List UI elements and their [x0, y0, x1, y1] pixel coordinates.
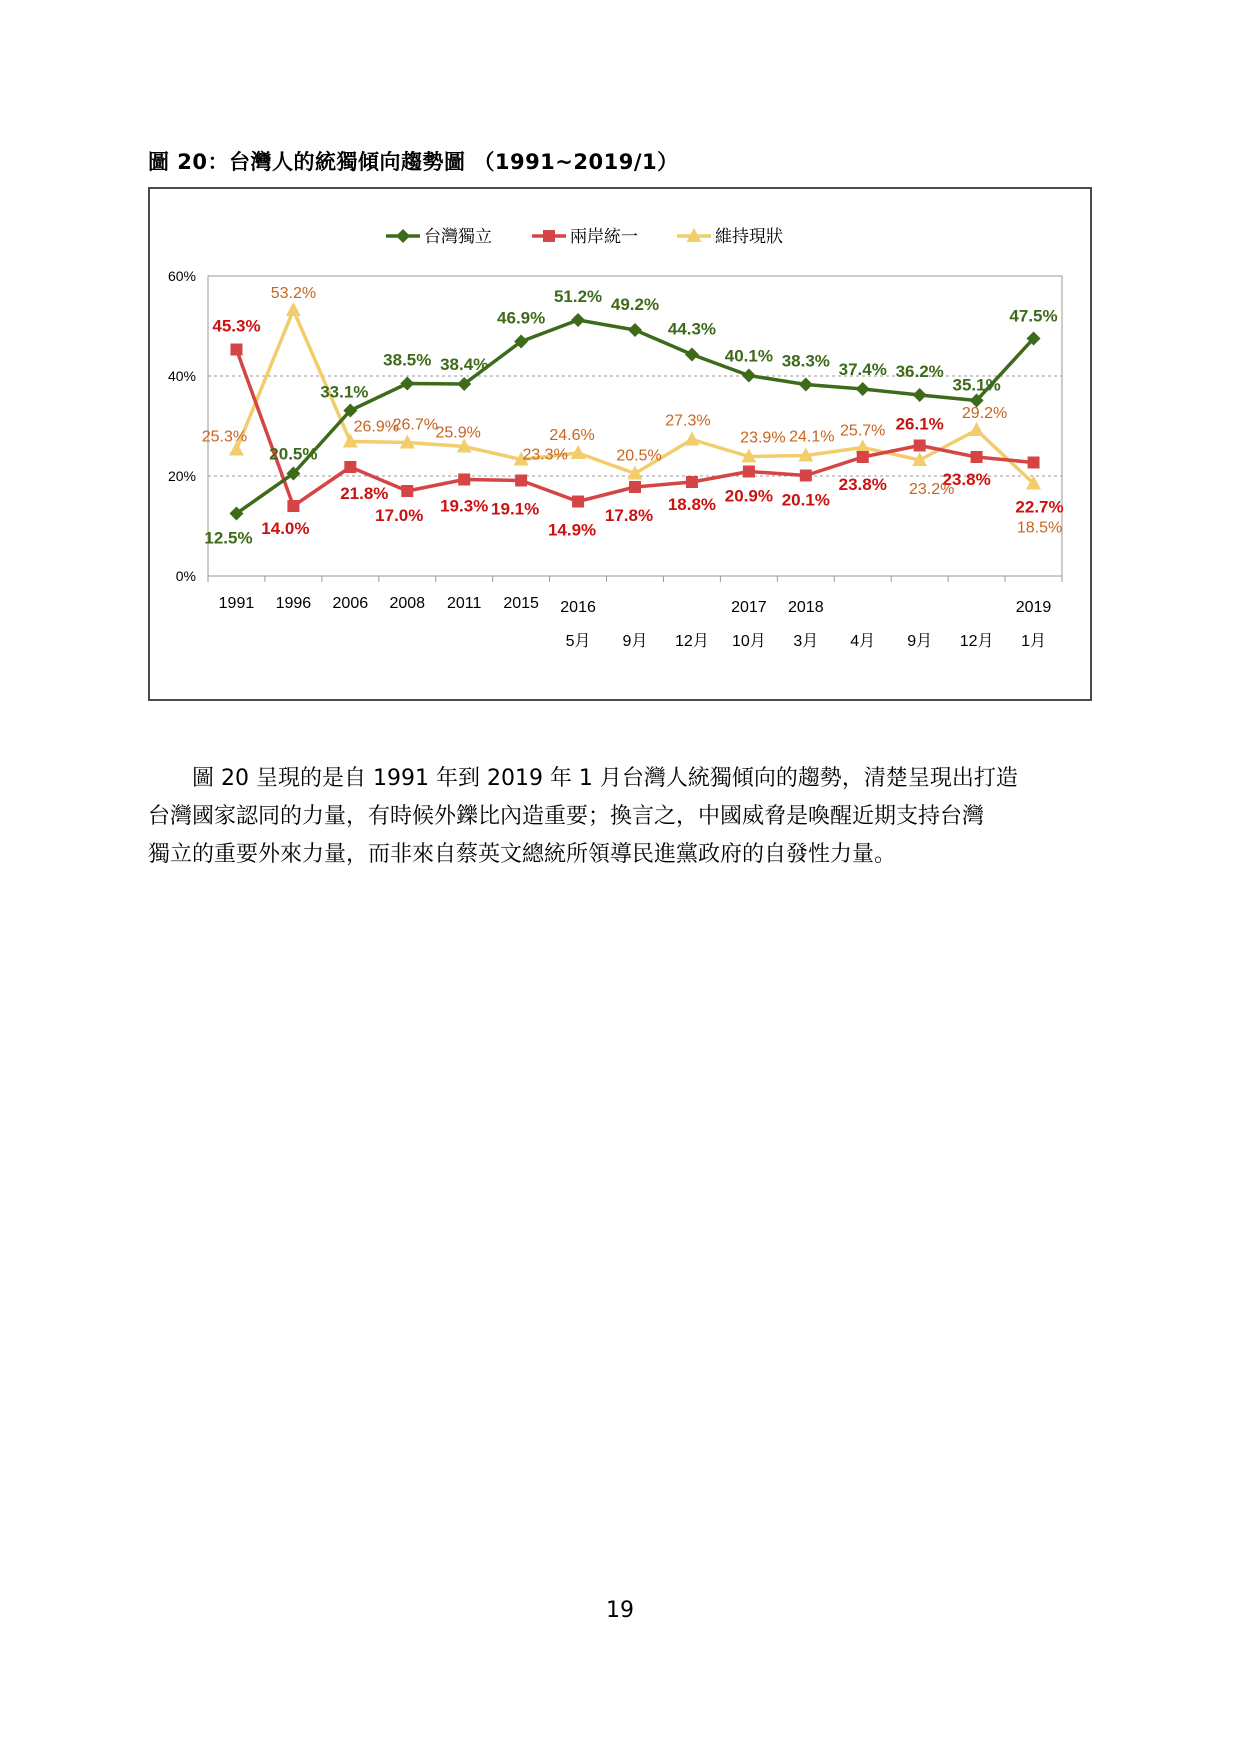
data-label: 47.5%	[1009, 306, 1058, 326]
x-tick-label-year: 2018	[788, 599, 824, 616]
data-point-marker	[286, 302, 301, 316]
data-point-marker	[572, 496, 584, 508]
data-label: 23.8%	[942, 470, 991, 489]
data-point-marker	[628, 323, 642, 337]
data-point-marker	[401, 485, 413, 497]
data-label: 49.2%	[610, 295, 660, 314]
data-point-marker	[1028, 457, 1040, 469]
data-label: 29.2%	[961, 405, 1008, 422]
data-label: 36.2%	[895, 362, 944, 381]
data-label: 12.5%	[204, 528, 253, 548]
data-point-marker	[287, 500, 299, 512]
legend-label: 維持現狀	[715, 227, 783, 246]
x-tick-label-year: 2019	[1015, 599, 1052, 616]
data-label: 19.3%	[440, 496, 489, 516]
paragraph-line: 台灣國家認同的力量，有時候外鑠比內造重要；換言之，中國威脅是喚醒近期支持台灣	[148, 804, 985, 829]
legend-label: 兩岸統一	[570, 227, 638, 246]
data-point-marker	[684, 432, 699, 446]
data-label: 21.8%	[340, 484, 389, 503]
data-point-marker	[857, 451, 869, 463]
data-label: 45.3%	[212, 316, 261, 336]
x-tick-label-year: 2015	[503, 595, 539, 612]
data-point-marker	[685, 348, 699, 362]
data-label: 24.1%	[789, 428, 835, 446]
data-label: 44.3%	[667, 319, 717, 339]
x-tick-label-month: 10月	[731, 633, 766, 650]
data-label: 17.0%	[375, 506, 424, 525]
data-label: 46.9%	[497, 308, 546, 328]
data-label: 17.8%	[604, 506, 654, 525]
figure-title: 圖 20：台灣人的統獨傾向趨勢圖 （1991~2019/1）	[148, 150, 679, 174]
data-label: 19.1%	[491, 499, 540, 519]
data-point-marker	[914, 440, 926, 452]
y-tick-label: 20%	[167, 468, 196, 484]
data-label: 20.9%	[724, 486, 773, 506]
paragraph-line: 獨立的重要外來力量，而非來自蔡英文總統所領導民進黨政府的自發性力量。	[148, 842, 897, 867]
data-point-marker	[458, 474, 470, 486]
x-tick-label-month: 12月	[675, 633, 709, 650]
data-label: 23.9%	[740, 429, 786, 447]
data-label: 26.7%	[392, 416, 438, 434]
data-label: 14.9%	[547, 520, 597, 540]
data-label: 51.2%	[553, 287, 603, 306]
y-tick-label: 60%	[167, 268, 196, 284]
x-tick-label-year: 1991	[218, 595, 255, 612]
x-tick-label-month: 9月	[907, 633, 933, 650]
page-number: 19	[606, 1598, 634, 1623]
data-label: 38.4%	[440, 355, 489, 374]
data-label: 20.1%	[781, 490, 830, 510]
x-tick-label-month: 4月	[850, 633, 876, 650]
data-label: 22.7%	[1015, 497, 1064, 517]
data-point-marker	[800, 470, 812, 482]
data-label: 38.5%	[383, 350, 432, 370]
paragraph-line: 圖 20 呈現的是自 1991 年到 2019 年 1 月台灣人統獨傾向的趨勢，清楚呈現出打造	[148, 766, 1018, 791]
data-label: 24.6%	[549, 427, 595, 444]
data-point-marker	[230, 344, 242, 356]
y-tick-label: 40%	[167, 368, 196, 384]
data-label: 25.3%	[201, 428, 248, 446]
data-point-marker	[400, 377, 414, 391]
data-point-marker	[629, 481, 641, 493]
data-point-marker	[686, 476, 698, 488]
legend-label: 台灣獨立	[424, 227, 492, 246]
data-label: 37.4%	[838, 360, 887, 379]
data-label: 23.2%	[908, 481, 955, 498]
data-label: 25.9%	[435, 424, 481, 442]
data-label: 20.5%	[616, 447, 662, 465]
data-label: 26.1%	[895, 414, 944, 434]
x-tick-label-year: 2011	[446, 595, 482, 612]
chart-frame	[148, 187, 1092, 701]
data-label: 23.8%	[838, 475, 887, 494]
x-tick-label-year: 2008	[389, 595, 426, 612]
x-tick-label-month: 12月	[959, 633, 994, 650]
data-label: 26.9%	[353, 418, 400, 436]
x-tick-label-year: 2016	[560, 599, 596, 616]
x-tick-label-year: 2006	[332, 595, 369, 612]
data-point-marker	[543, 230, 555, 242]
x-tick-label-month: 5月	[565, 633, 591, 650]
data-label: 25.7%	[840, 422, 886, 440]
line-chart	[150, 189, 1090, 699]
data-point-marker	[743, 466, 755, 478]
data-label: 18.8%	[667, 495, 717, 514]
x-tick-label-month: 9月	[622, 633, 648, 650]
x-tick-label-year: 2017	[731, 599, 767, 616]
data-label: 18.5%	[1016, 519, 1063, 537]
data-point-marker	[344, 461, 356, 473]
body-paragraph	[148, 760, 1094, 874]
x-tick-label-year: 1996	[275, 595, 312, 612]
data-point-marker	[799, 378, 813, 392]
x-tick-label-month: 1月	[1021, 633, 1046, 650]
data-point-marker	[396, 229, 410, 243]
data-label: 38.3%	[781, 351, 830, 371]
data-label: 20.5%	[269, 444, 318, 464]
data-point-marker	[856, 382, 870, 396]
data-label: 53.2%	[270, 285, 317, 302]
data-label: 35.1%	[952, 375, 1001, 395]
data-label: 14.0%	[261, 519, 310, 538]
data-point-marker	[913, 388, 927, 402]
data-label: 27.3%	[665, 412, 711, 430]
x-tick-label-month: 3月	[793, 633, 819, 650]
data-label: 33.1%	[320, 382, 369, 402]
data-point-marker	[515, 475, 527, 487]
data-label: 23.3%	[522, 446, 568, 464]
data-point-marker	[742, 369, 756, 383]
data-point-marker	[969, 422, 984, 436]
y-tick-label: 0%	[175, 568, 196, 584]
data-point-marker	[971, 451, 983, 463]
data-label: 40.1%	[724, 346, 773, 366]
data-point-marker	[571, 313, 585, 327]
